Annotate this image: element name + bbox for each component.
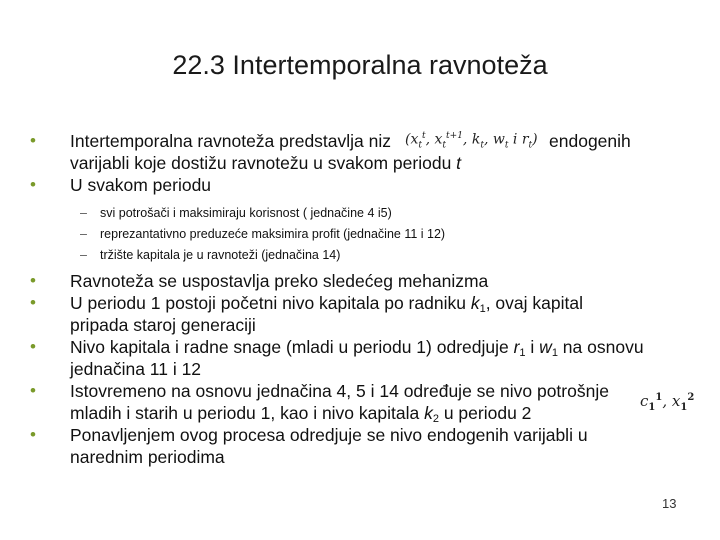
bullet-item: • U svakom periodu	[30, 175, 212, 195]
dash-icon: –	[80, 248, 87, 262]
slide-title: 22.3 Intertemporalna ravnoteža	[172, 50, 548, 80]
dash-icon: –	[80, 227, 87, 241]
bullet-item: • Istovremeno na osnovu jednačina 4, 5 i 14 određuje se nivo potrošnje mladih i starih u periodu 1, kao i nivo kapitala $k_2$ u periodu 2	[30, 381, 609, 425]
bullet-icon: •	[30, 175, 36, 194]
bullet-icon: •	[30, 271, 36, 290]
endogenous-vector-formula: ($x_t^t$, $x_t^{t+1}$, $k_t$, $w_t$ i $r_t$)	[405, 131, 538, 151]
sub-item: – svi potrošači i maksimiraju korisnost ( jednačine 4 i5)	[30, 203, 690, 224]
bullet-icon: •	[30, 381, 36, 400]
sub-item: – tržište kapitala je u ravnoteži (jednačina 14)	[30, 245, 690, 266]
dash-icon: –	[80, 206, 87, 220]
bullet-icon: •	[30, 131, 36, 150]
page-number: 13	[662, 496, 677, 511]
sub-item: – reprezantativno preduzeće maksimira profit (jednačine 11 i 12)	[30, 224, 690, 245]
bullet-icon: •	[30, 425, 36, 444]
bullet-icon: •	[30, 337, 36, 356]
bullet-item: • Intertemporalna ravnoteža predstavlja niz endogenih varijabli koje dostižu ravnotežu u svakom periodu t	[30, 131, 631, 173]
bullet-item: • Ravnoteža se uspostavlja preko sledećeg mehanizma	[30, 271, 489, 291]
bullet-item: • Ponavljenjem ovog procesa odredjuje se nivo endogenih varijabli u narednim periodima	[30, 425, 588, 467]
bullet-item: • U periodu 1 postoji početni nivo kapitala po radniku $k_1$, ovaj kapital pripada staroj generaciji	[30, 293, 583, 335]
slide-content	[30, 130, 690, 468]
consumption-formula: $c_1^1$, $x_1^2$	[640, 392, 695, 413]
bullet-item: • Nivo kapitala i radne snage (mladi u periodu 1) odredjuje $r_1$ i $w_1$ na osnovu jednačina 11 i 12	[30, 337, 644, 379]
bullet-icon: •	[30, 293, 36, 312]
